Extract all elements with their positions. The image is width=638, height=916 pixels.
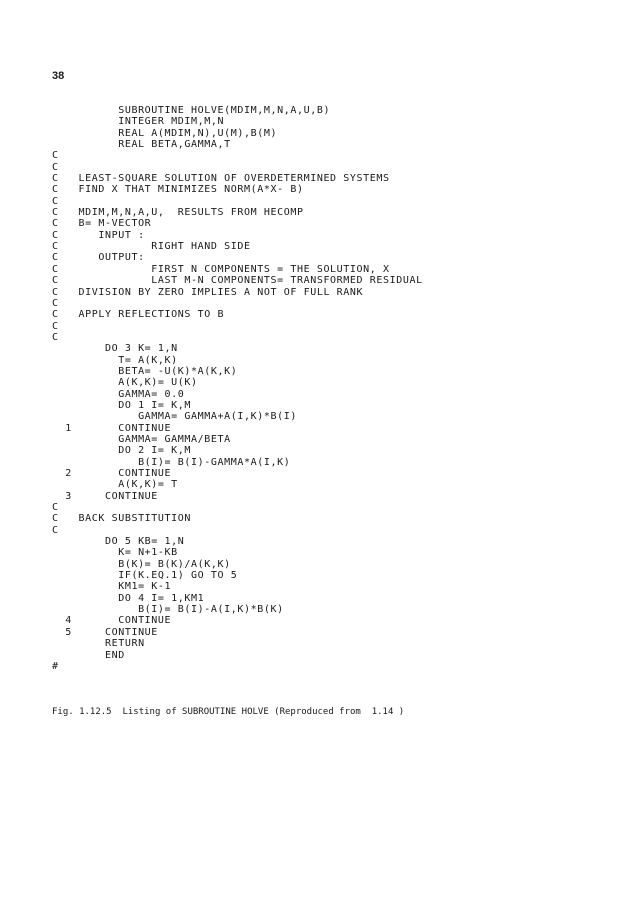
- code-line: C DIVISION BY ZERO IMPLIES A NOT OF FULL RANK: [52, 286, 364, 298]
- code-line: C MDIM,M,N,A,U, RESULTS FROM HECOMP: [52, 207, 304, 219]
- code-line: IF(K.EQ.1) GO TO 5: [52, 570, 238, 582]
- code-line: BETA= -U(K)*A(K,K): [52, 365, 238, 377]
- code-line: A(K,K)= T: [52, 479, 178, 491]
- code-line: T= A(K,K): [52, 354, 178, 366]
- code-line: C: [52, 195, 59, 207]
- code-line: C INPUT :: [52, 229, 145, 241]
- code-line: DO 2 I= K,M: [52, 445, 192, 457]
- code-line: C: [52, 502, 59, 514]
- code-line: C: [52, 320, 59, 332]
- code-line: RETURN: [52, 638, 145, 650]
- code-line: C FIND X THAT MINIMIZES NORM(A*X- B): [52, 184, 304, 196]
- code-line: C: [52, 331, 59, 343]
- code-line: C FIRST N COMPONENTS = THE SOLUTION, X: [52, 263, 390, 275]
- code-line: C: [52, 524, 59, 536]
- code-line: C LAST M-N COMPONENTS= TRANSFORMED RESIDUAL: [52, 275, 423, 287]
- code-line: 2 CONTINUE: [52, 468, 172, 479]
- code-line: B(I)= B(I)-GAMMA*A(I,K): [52, 456, 291, 468]
- code-line: 4 CONTINUE: [52, 615, 172, 627]
- code-line: DO 1 I= K,M: [52, 399, 192, 411]
- code-line: GAMMA= GAMMA+A(I,K)*B(I): [52, 411, 297, 423]
- code-line: KM1= K-1: [52, 581, 172, 593]
- code-line: GAMMA= GAMMA/BETA: [52, 433, 231, 445]
- code-line: REAL A(MDIM,N),U(M),B(M): [52, 127, 278, 139]
- code-line: C APPLY REFLECTIONS TO B: [52, 309, 225, 321]
- code-line: B(K)= B(K)/A(K,K): [52, 558, 231, 570]
- code-line: 5 CONTINUE: [52, 626, 158, 638]
- code-line: #: [52, 660, 59, 672]
- code-line: C OUTPUT:: [52, 252, 145, 264]
- code-line: C RIGHT HAND SIDE: [52, 241, 251, 253]
- figure-caption: Fig. 1.12.5 Listing of SUBROUTINE HOLVE (Reproduced from 1.14 ): [52, 707, 405, 717]
- code-line: C: [52, 150, 59, 162]
- code-line: C LEAST-SQUARE SOLUTION OF OVERDETERMINED SYSTEMS: [52, 173, 390, 185]
- code-line: 3 CONTINUE: [52, 490, 158, 502]
- code-line: B(I)= B(I)-A(I,K)*B(K): [52, 604, 284, 616]
- code-line: GAMMA= 0.0: [52, 388, 185, 400]
- code-line: DO 5 KB= 1,N: [52, 536, 185, 548]
- code-line: A(K,K)= U(K): [52, 377, 198, 389]
- code-line: C: [52, 297, 59, 309]
- code-line: REAL BETA,GAMMA,T: [52, 139, 231, 151]
- fortran-code-listing: [52, 105, 423, 672]
- code-line: DO 3 K= 1,N: [52, 343, 178, 355]
- code-line: SUBROUTINE HOLVE(MDIM,M,N,A,U,B): [52, 105, 331, 116]
- page-number: 38: [52, 70, 65, 82]
- code-line: END: [52, 649, 125, 661]
- code-line: 1 CONTINUE: [52, 422, 172, 434]
- code-line: C B= M-VECTOR: [52, 218, 152, 230]
- code-line: DO 4 I= 1,KM1: [52, 592, 205, 604]
- code-line: C: [52, 161, 59, 173]
- code-line: INTEGER MDIM,M,N: [52, 116, 225, 128]
- code-line: C BACK SUBSTITUTION: [52, 513, 192, 525]
- code-line: K= N+1-KB: [52, 547, 178, 559]
